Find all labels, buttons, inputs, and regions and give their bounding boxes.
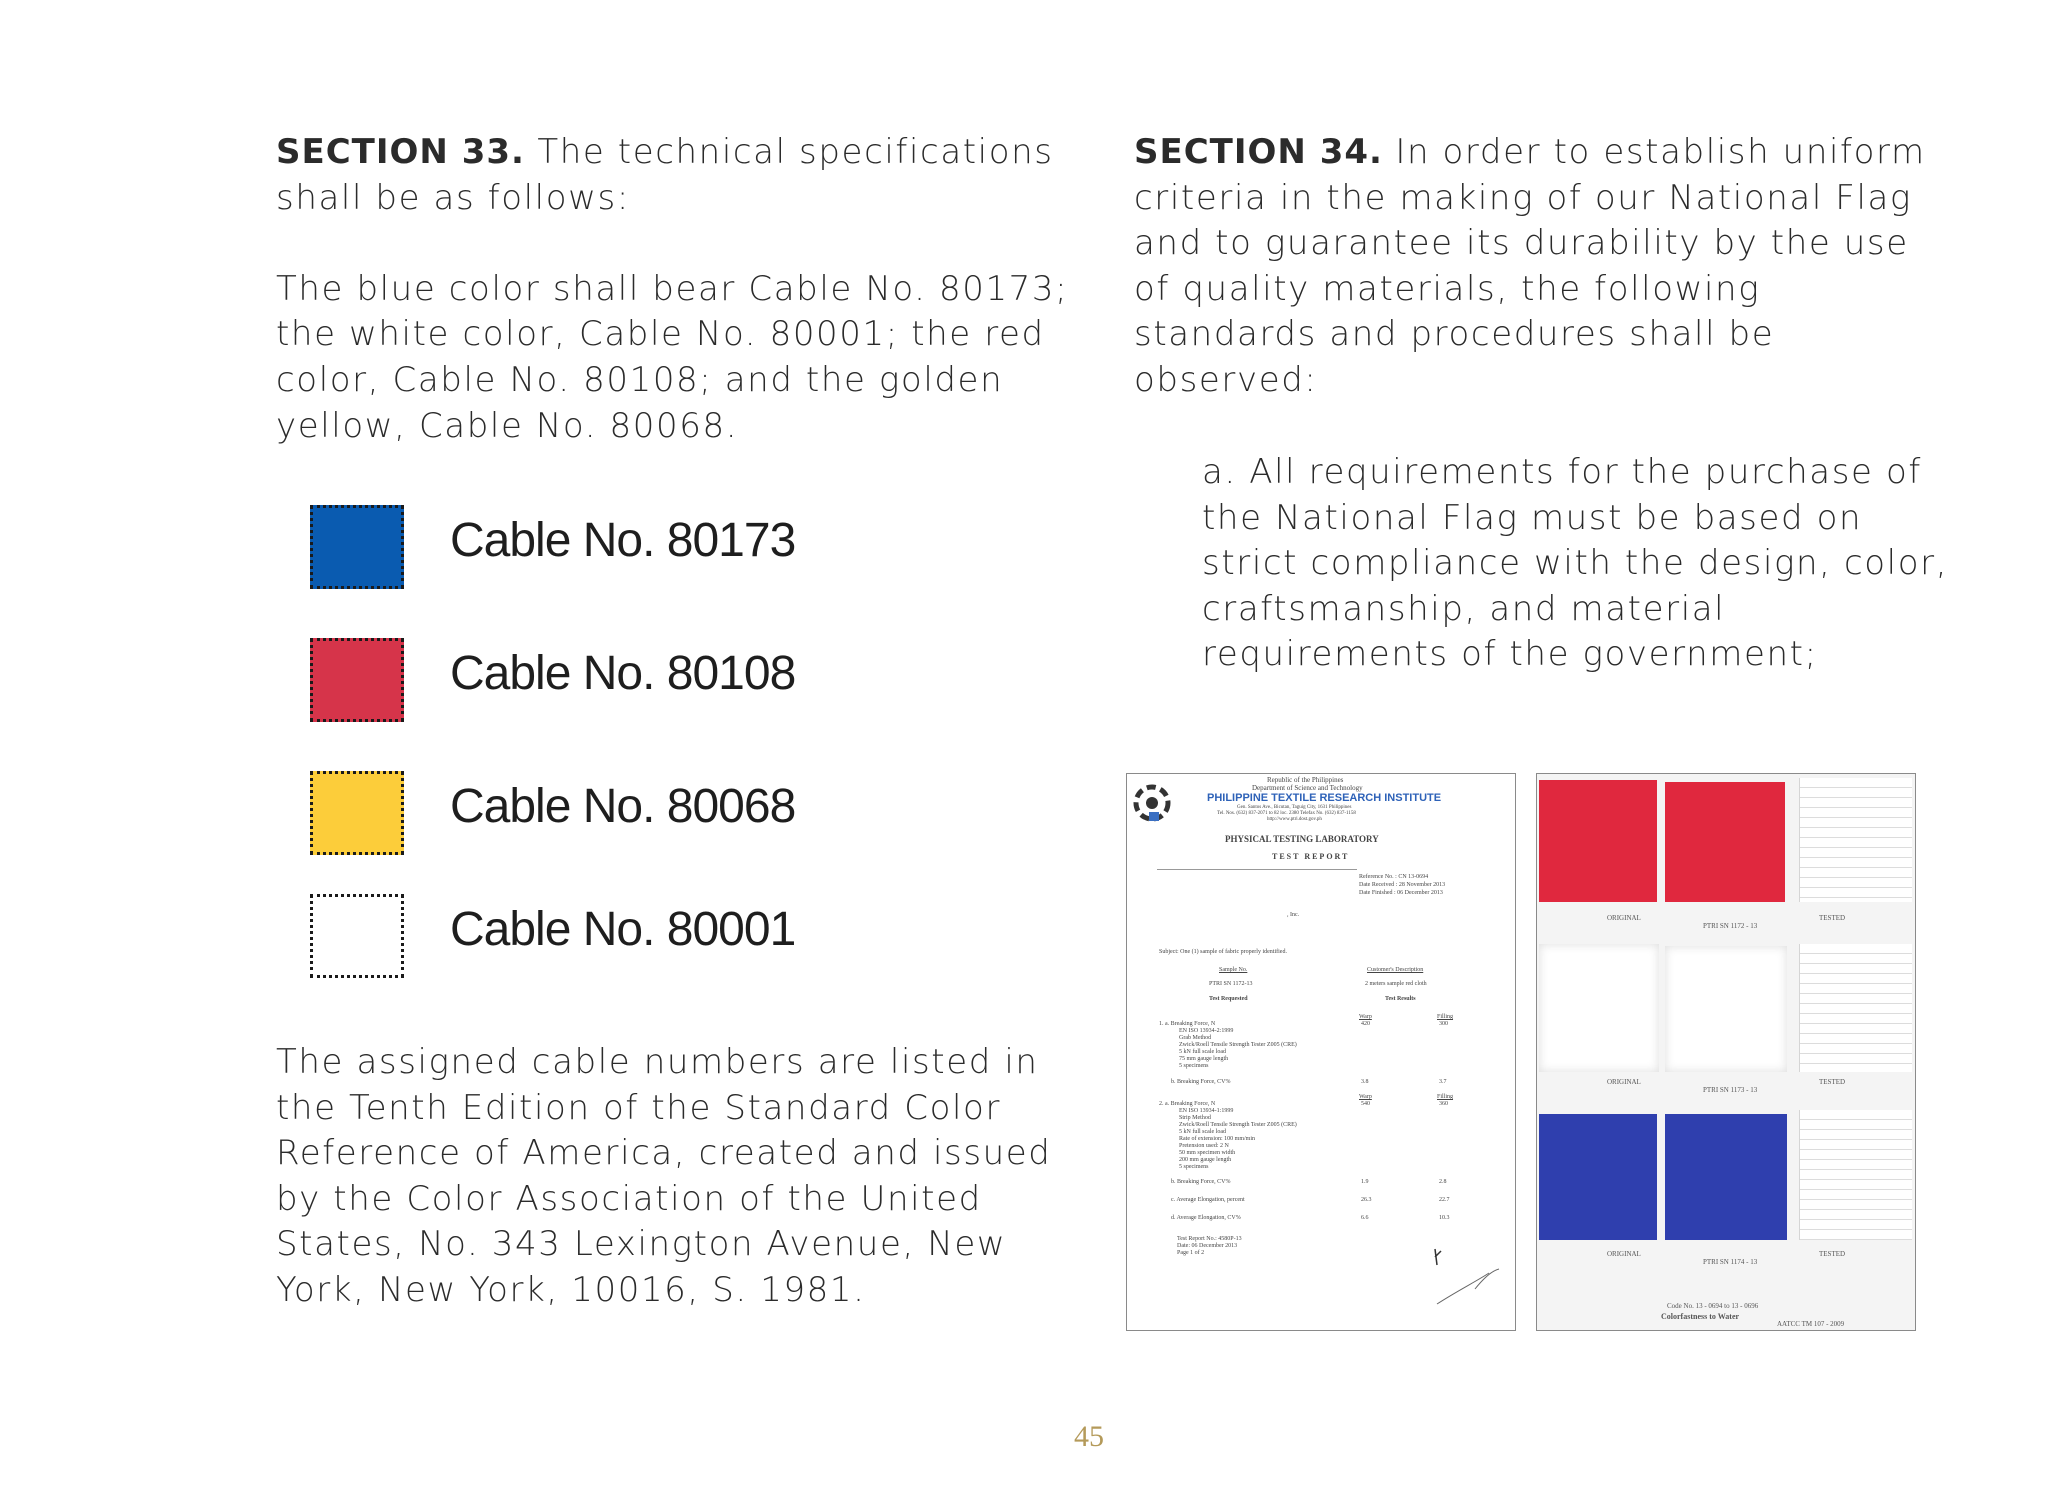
yellow-swatch [310, 771, 404, 855]
caption-sn-3: PTRI SN 1174 - 13 [1703, 1258, 1758, 1266]
fabric-sample-blue-tested [1665, 1114, 1787, 1240]
report-test-results-header: Test Results [1385, 996, 1416, 1002]
report-lab: PHYSICAL TESTING LABORATORY [1225, 834, 1379, 844]
report-subject: Subject: One (1) sample of fabric properly identified. [1159, 949, 1287, 955]
report-test-2c: c. Average Elongation, percent [1171, 1197, 1245, 1203]
caption-original-1: ORIGINAL [1607, 914, 1641, 922]
report-test-1b-filling: 3.7 [1439, 1079, 1447, 1085]
report-date-finished: Date Finished : 06 December 2013 [1359, 890, 1443, 896]
report-test-1a-line: Grab Method [1179, 1035, 1212, 1041]
caption-tested-1: TESTED [1819, 914, 1846, 922]
swatch-row-white [310, 894, 910, 984]
report-test-2a-warp: 540 [1361, 1101, 1370, 1107]
white-swatch [310, 894, 404, 978]
fabric-samples-scan [1536, 773, 1916, 1331]
report-address: Gen. Santos Ave., Bicutan, Taguig City, 1631 Philippines [1237, 805, 1352, 810]
report-customer-desc: 2 meters sample red cloth [1365, 981, 1427, 987]
fabric-sample-red-tested [1665, 782, 1785, 902]
report-page-info: Page 1 of 2 [1177, 1250, 1205, 1256]
fabric-sample-blue-original [1539, 1114, 1657, 1240]
report-test-2d-filling: 10.3 [1439, 1215, 1450, 1221]
report-republic: Republic of the Philippines [1267, 776, 1344, 784]
section-34-text: In order to establish uniform criteria in the making of our National Flag and to guarantee its durability by the use of quality materials, the following standards and procedures shall be observed: [1134, 132, 1926, 400]
report-test-1a-line: 5 specimens [1179, 1063, 1209, 1069]
report-test-2a-line: Strip Method [1179, 1115, 1211, 1121]
section-33-label: SECTION 33. [276, 132, 525, 172]
report-test-2b-warp: 1.9 [1361, 1179, 1369, 1185]
caption-code: Code No. 13 - 0694 to 13 - 0696 [1667, 1302, 1759, 1310]
swatch-row-red [310, 638, 910, 728]
report-test-requested-header: Test Requested [1209, 996, 1248, 1002]
caption-tested-3: TESTED [1819, 1250, 1846, 1258]
report-test-2a-line: 5 kN full scale load [1179, 1129, 1226, 1135]
caption-sn-2: PTRI SN 1173 - 13 [1703, 1086, 1758, 1094]
blue-swatch [310, 505, 404, 589]
report-test-2a-line: 200 mm gauge length [1179, 1157, 1232, 1163]
ptri-logo-icon [1131, 782, 1173, 824]
report-title: TEST REPORT [1272, 852, 1350, 861]
swatch-label-yellow: Cable No. 80068 [450, 780, 796, 833]
report-customer-desc-header: Customer's Description [1367, 967, 1424, 973]
swatch-row-blue [310, 505, 910, 595]
report-test-2a-line: Pretension used: 2 N [1179, 1143, 1229, 1149]
report-test-1a-filling: 300 [1439, 1021, 1448, 1027]
report-test-2a-line: 50 mm specimen width [1179, 1150, 1236, 1156]
report-test-1a-line: Zwick/Roell Tensile Strength Tester Z005 (CRE) [1179, 1042, 1297, 1048]
report-test-2d-warp: 6.6 [1361, 1215, 1369, 1221]
report-number: Test Report No.: 4580P-13 [1177, 1236, 1242, 1242]
caption-colorfastness: Colorfastness to Water [1661, 1312, 1740, 1321]
report-contact: Tel. Nos. (632) 837-2071 to 82 loc. 2380 Telefax No. (632) 837-1158 [1217, 811, 1356, 816]
report-test-1a: 1. a. Breaking Force, N [1159, 1021, 1216, 1027]
report-test-2a-line: Rate of extension: 100 mm/min [1179, 1136, 1255, 1142]
report-test-1a-line: EN ISO 13934-2:1999 [1179, 1028, 1234, 1034]
report-test-1a-warp: 420 [1361, 1021, 1370, 1027]
tested-strips-3 [1799, 1110, 1912, 1240]
report-test-2a: 2. a. Breaking Force, N [1159, 1101, 1216, 1107]
report-test-2a-line: 5 specimens [1179, 1164, 1209, 1170]
report-test-1a-line: 75 mm gauge length [1179, 1056, 1229, 1062]
report-warp-header-1: Warp [1359, 1014, 1372, 1020]
section-34-intro [1134, 130, 1954, 404]
report-ref-no: Reference No. : CN 13-0694 [1359, 874, 1429, 880]
swatch-label-blue: Cable No. 80173 [450, 514, 796, 567]
signature-mark [1427, 1229, 1507, 1309]
report-sample-no: PTRI SN 1172-13 [1209, 981, 1253, 987]
test-report-scan [1126, 773, 1516, 1331]
report-institute: PHILIPPINE TEXTILE RESEARCH INSTITUTE [1207, 792, 1442, 804]
report-test-2c-filling: 22.7 [1439, 1197, 1450, 1203]
report-test-2a-line: Zwick/Roell Tensile Strength Tester Z005 (CRE) [1179, 1122, 1297, 1128]
report-test-2d: d. Average Elongation, CV% [1171, 1215, 1241, 1221]
report-test-2b: b. Breaking Force, CV% [1171, 1179, 1231, 1185]
report-department: Department of Science and Technology [1252, 784, 1363, 792]
report-test-2b-filling: 2.8 [1439, 1179, 1447, 1185]
fabric-sample-white-original [1539, 944, 1659, 1072]
fabric-sample-white-tested [1665, 946, 1787, 1072]
section-33-intro [276, 130, 1076, 221]
caption-sn-1: PTRI SN 1172 - 13 [1703, 922, 1758, 930]
section-34-label: SECTION 34. [1134, 132, 1383, 172]
report-inc: , Inc. [1287, 912, 1300, 918]
report-filling-header-1: Filling [1437, 1014, 1454, 1020]
report-warp-header-2: Warp [1359, 1094, 1372, 1100]
section-33 [276, 130, 1076, 449]
swatch-label-white: Cable No. 80001 [450, 903, 796, 956]
tested-strips-1 [1799, 778, 1912, 902]
caption-tested-2: TESTED [1819, 1078, 1846, 1086]
report-website: http://www.ptri.dost.gov.ph [1267, 817, 1322, 822]
report-test-1b: b. Breaking Force, CV% [1171, 1079, 1231, 1085]
section-33-text: The technical specifications shall be as follows: [276, 132, 1054, 218]
caption-original-2: ORIGINAL [1607, 1078, 1641, 1086]
page-number: 45 [1074, 1420, 1104, 1453]
caption-original-3: ORIGINAL [1607, 1250, 1641, 1258]
report-test-2a-filling: 360 [1439, 1101, 1448, 1107]
tested-strips-2 [1799, 944, 1912, 1072]
requirement-item-a: a. All requirements for the purchase of the National Flag must be based on strict compliance with the design, color, craftsmanship, and material requirements of the government; [1202, 452, 1949, 675]
caption-method: AATCC TM 107 - 2009 [1777, 1320, 1845, 1328]
cable-numbers-paragraph: The blue color shall bear Cable No. 80173; the white color, Cable No. 80001; the red color, Cable No. 80108; and the golden yellow, Cable No. 80068. [276, 268, 1069, 446]
report-rule [1157, 869, 1357, 870]
report-test-2a-line: EN ISO 13934-1:1999 [1179, 1108, 1234, 1114]
report-date-received: Date Received : 28 November 2013 [1359, 882, 1446, 888]
report-date: Date: 06 December 2013 [1177, 1243, 1238, 1249]
red-swatch [310, 638, 404, 722]
fabric-sample-red-original [1539, 780, 1657, 902]
swatch-row-yellow [310, 771, 910, 861]
report-test-2c-warp: 26.3 [1361, 1197, 1372, 1203]
report-test-1a-line: 5 kN full scale load [1179, 1049, 1226, 1055]
section-34 [1134, 130, 1954, 404]
cable-reference-paragraph: The assigned cable numbers are listed in the Tenth Edition of the Standard Color Reference of America, created and issued by the Color Association of the United States, No. 343 Lexington Avenue, New York, New York, 10016, S. 1981. [276, 1042, 1052, 1310]
report-sample-no-header: Sample No. [1219, 967, 1248, 973]
swatch-label-red: Cable No. 80108 [450, 647, 796, 700]
report-filling-header-2: Filling [1437, 1094, 1454, 1100]
report-test-1b-warp: 3.8 [1361, 1079, 1369, 1085]
